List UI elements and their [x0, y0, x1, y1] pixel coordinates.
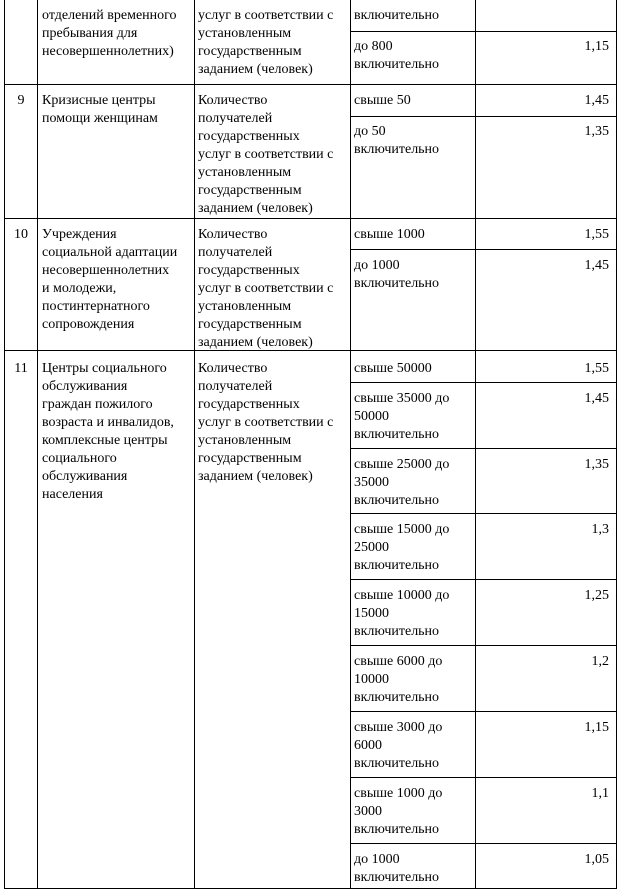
indicator-text: Количество получателей государственных услуг в соответствии с установленным государственным заданием (человек) [198, 93, 334, 216]
table-border-bottom [4, 888, 617, 889]
coefficient-cell: 1,15 [584, 720, 609, 735]
subrow-divider [350, 777, 617, 778]
institution-name: Кризисные центры помощи женщинам [42, 93, 158, 126]
range-cell: до 50 включительно [354, 124, 440, 157]
table-border-left-outer [4, 0, 5, 889]
subrow-divider [350, 31, 617, 32]
coefficient-cell: 1,45 [584, 258, 609, 273]
range-cell: свыше 35000 до 50000 включительно [354, 391, 450, 442]
coefficient-cell: 1,3 [591, 522, 609, 537]
range-cell: включительно [354, 8, 440, 23]
range-cell: свыше 25000 до 35000 включительно [354, 457, 450, 508]
coefficient-cell: 1,2 [591, 654, 609, 669]
range-cell: свыше 10000 до 15000 включительно [354, 588, 450, 639]
subrow-divider [350, 579, 617, 580]
range-cell: свыше 50000 [354, 361, 432, 376]
subrow-divider [350, 249, 617, 250]
column-divider [475, 0, 476, 889]
institution-name: Учреждения социальной адаптации несовершеннолетних и молодежи, постинтернатного сопровождения [42, 227, 178, 332]
subrow-divider [350, 448, 617, 449]
coefficient-cell: 1,25 [584, 588, 609, 603]
subrow-divider [350, 711, 617, 712]
column-divider [350, 0, 351, 889]
range-cell: свыше 3000 до 6000 включительно [354, 720, 443, 771]
subrow-divider [350, 513, 617, 514]
range-cell: свыше 1000 [354, 227, 425, 242]
coefficient-cell: 1,35 [584, 124, 609, 139]
range-cell: до 800 включительно [354, 39, 440, 72]
range-cell: свыше 15000 до 25000 включительно [354, 522, 450, 573]
coefficient-cell: 1,1 [591, 786, 609, 801]
coefficient-cell: 1,55 [584, 361, 609, 376]
indicator-text: услуг в соответствии с установленным государственным заданием (человек) [198, 8, 334, 77]
indicator-text: Количество получателей государственных услуг в соответствии с установленным государственным заданием (человек) [198, 227, 334, 350]
subrow-divider [350, 843, 617, 844]
table-border-left [37, 0, 38, 889]
row-divider [4, 218, 617, 219]
row-number: 11 [14, 361, 28, 376]
subrow-divider [350, 645, 617, 646]
range-cell: до 1000 включительно [354, 258, 440, 291]
coefficient-table [4, 0, 617, 889]
range-cell: свыше 50 [354, 93, 411, 108]
range-cell: до 1000 включительно [354, 852, 440, 885]
table-border-right [616, 0, 617, 889]
coefficient-cell: 1,15 [584, 39, 609, 54]
subrow-divider [350, 382, 617, 383]
column-divider [194, 0, 195, 889]
subrow-divider [350, 116, 617, 117]
coefficient-cell: 1,55 [584, 227, 609, 242]
coefficient-cell: 1,45 [584, 93, 609, 108]
institution-name: Центры социального обслуживания граждан пожилого возраста и инвалидов, комплексные центры социального обслуживания населения [42, 361, 174, 502]
coefficient-cell: 1,05 [584, 852, 609, 867]
indicator-text: Количество получателей государственных услуг в соответствии с установленным государственным заданием (человек) [198, 361, 334, 484]
row-divider [4, 84, 617, 85]
row-number: 9 [17, 93, 25, 108]
range-cell: свыше 6000 до 10000 включительно [354, 654, 443, 705]
coefficient-cell: 1,35 [584, 457, 609, 472]
institution-name: отделений временного пребывания для несовершеннолетних) [42, 8, 177, 59]
range-cell: свыше 1000 до 3000 включительно [354, 786, 443, 837]
row-number: 10 [14, 227, 28, 242]
coefficient-cell: 1,45 [584, 391, 609, 406]
